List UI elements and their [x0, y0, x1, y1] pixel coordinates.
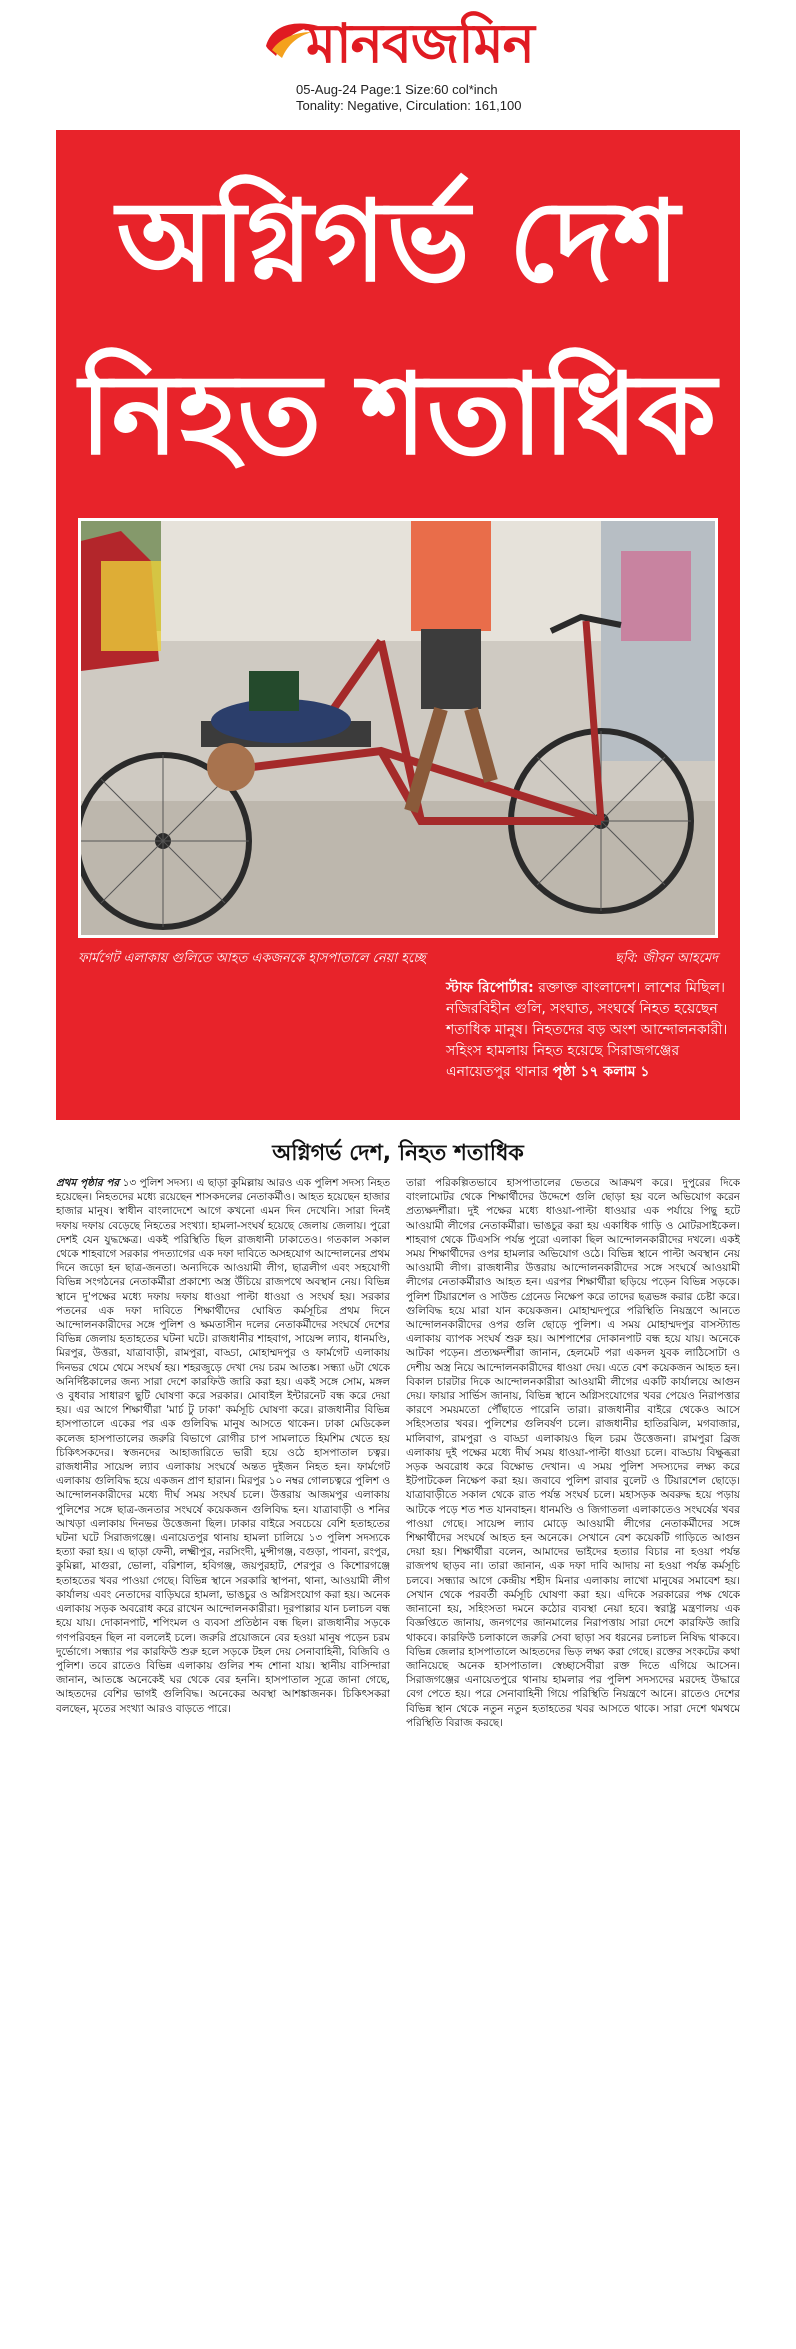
meta-line-page-size: 05-Aug-24 Page:1 Size:60 col*inch [296, 82, 498, 97]
continued-on-page: পৃষ্ঠা ১৭ কলাম ১ [552, 1064, 650, 1080]
column-1-text: ১৩ পুলিশ সদস্য। এ ছাড়া কুমিল্লায় আরও এক পুলিশ সদস্য নিহত হয়েছেন। নিহতদের মধ্যে রয়েছেন শাসকদলের নেতাকর্মীও। আহত হয়েছেন হাজার হাজার মানুষ। স্বাধীন বাংলাদেশে আগে কখনো এমন দিন দেখেনি। সারা দিনই দফায় দফায় বেড়েছে নিহতের সংখ্যা। হামলা-সংঘর্ষ হয়েছে জেলায় জেলায়। পুরো দেশই যেন যুদ্ধক্ষেত্র। একই পরিস্থিতি ছিল রাজধানী ঢাকাতেও। গতকাল সকাল থেকে শাহবাগে সরকার পদত্যাগের এক দফা দাবিতে অসহযোগ আন্দোলনের প্রথম দিনে জড়ো হন ছাত্র-জনতা। অন্যদিকে আওয়ামী লীগ, ছাত্রলীগ এবং সহযোগী বিভিন্ন সংগঠনের নেতাকর্মীরা প্রকাশ্যে অস্ত্র উঁচিয়ে রাজপথে অবস্থান নেয়। বিভিন্ন স্থানে দু'পক্ষের মধ্যে দফায় দফায় ধাওয়া পাল্টা ধাওয়া ও সংঘর্ষ হয়। সরকার পতনের এক দফা দাবিতে শিক্ষার্থীদের ঘোষিত কর্মসূচির প্রথম দিনে আন্দোলনকারীদের সঙ্গে পুলিশ ও ক্ষমতাসীন দলের নেতাকর্মীদের সংঘর্ষে দেশের বিভিন্ন জেলায় হতাহতের ঘটনা ঘটে। রাজধানীর শাহবাগ, সায়েন্স ল্যাব, ধানমণ্ডি, মিরপুর, উত্তরা, যাত্রাবাড়ী, রামপুরা, বাড্ডা, মোহাম্মদপুর ও ফার্মগেট এলাকায় দিনভর থেমে থেমে সংঘর্ষ হয়। শহরজুড়ে দেখা দেয় চরম আতঙ্ক। সন্ধ্যা ৬টা থেকে অনির্দিষ্টকালের জন্য সারা দেশে কারফিউ জারি করা হয়। একই সঙ্গে সোম, মঙ্গল ও বুধবার সাধারণ ছুটি ঘোষণা করে সরকার। মোবাইল ইন্টারনেট বন্ধ করে দেয়া হয়। এর আগে শিক্ষার্থীরা 'মার্চ টু ঢাকা' কর্মসূচি ঘোষণা করে। রাজধানীর বিভিন্ন হাসপাতালে একের পর এক গুলিবিদ্ধ মানুষ আসতে থাকেন। ঢাকা মেডিকেল কলেজ হাসপাতালের জরুরি বিভাগে রোগীর চাপ সামলাতে হিমশিম খেতে হয় চিকিৎসকদের। স্বজনদের আহাজারিতে ভারী হয়ে ওঠে হাসপাতাল চত্বর। রাজধানীর সায়েন্স ল্যাব এলাকায় সংঘর্ষে অন্তত দুইজন নিহত হন। ফার্মগেট এলাকায় গুলিবিদ্ধ হয়ে একজন প্রাণ হারান। মিরপুর ১০ নম্বর গোলচত্বরে পুলিশ ও আন্দোলনকারীদের মধ্যে দীর্ঘ সময় সংঘর্ষ চলে। উত্তরায় আজমপুর এলাকায় পুলিশের সঙ্গে ছাত্র-জনতার সংঘর্ষে কয়েকজন গুলিবিদ্ধ হন। যাত্রাবাড়ী ও শনির আখড়া এলাকায় দিনভর উত্তেজনা ছিল। ঢাকার বাইরে সবচেয়ে বেশি হতাহতের ঘটনা ঘটে সিরাজগঞ্জে। এনায়েতপুর থানায় হামলা চালিয়ে ১৩ পুলিশ সদস্যকে হত্যা করা হয়। এ ছাড়া ফেনী, লক্ষ্মীপুর, নরসিংদী, মুন্সীগঞ্জ, বগুড়া, পাবনা, রংপুর, কুমিল্লা, মাগুরা, ভোলা, বরিশাল, হবিগঞ্জ, জয়পুরহাট, শেরপুর ও কিশোরগঞ্জে হতাহতের খবর পাওয়া গেছে। বিভিন্ন স্থানে সরকারি স্থাপনা, থানা, আওয়ামী লীগ কার্যালয় এবং নেতাদের বাড়িঘরে হামলা, ভাঙচুর ও অগ্নিসংযোগ করা হয়। অনেক এলাকায় সড়ক অবরোধ করে রাখেন আন্দোলনকারীরা। দূরপাল্লার যান চলাচল বন্ধ হয়ে যায়। দোকানপাট, শপিংমল ও ব্যবসা প্রতিষ্ঠান বন্ধ ছিল। রাজধানীর সড়কে গণপরিবহন ছিল না বললেই চলে। জরুরি প্রয়োজনে বের হওয়া মানুষ পড়েন চরম দুর্ভোগে। সন্ধ্যার পর কারফিউ শুরু হলে সড়কে টহল দেয় সেনাবাহিনী, বিজিবি ও পুলিশ। তবে রাতেও বিভিন্ন এলাকায় গুলির শব্দ শোনা যায়। স্থানীয় বাসিন্দারা জানান, আতঙ্কে অনেকেই ঘর থেকে বের হননি। হাসপাতাল সূত্রে জানা গেছে, আহতদের বেশির ভাগই গুলিবিদ্ধ। অনেকের অবস্থা আশঙ্কাজনক। চিকিৎসকরা বলছেন, মৃতের সংখ্যা আরও বাড়তে পারে। [56, 1177, 390, 1715]
front-page-panel [56, 130, 740, 1120]
article-headline: অগ্নিগর্ভ দেশ, নিহত শতাধিক [272, 1141, 524, 1166]
front-lead-story [446, 978, 736, 1083]
photo-credit: ছবি: জীবন আহমেদ [614, 951, 718, 966]
column-2-text: তারা পরিকল্পিতভাবে হাসপাতালের ভেতরে আক্রমণ করে। দুপুরের দিকে বাংলামোটর থেকে শিক্ষার্থীদের উদ্দেশে গুলি ছোড়া হয় বলে অভিযোগ করেন প্রত্যক্ষদর্শীরা। দুই পক্ষের মধ্যে ধাওয়া-পাল্টা ধাওয়ার এক পর্যায়ে পিছু হটে আওয়ামী লীগের নেতাকর্মীরা। ভাঙচুর করা হয় একাধিক গাড়ি ও মোটরসাইকেল। শাহবাগ থেকে টিএসসি পর্যন্ত পুরো এলাকা ছিল আন্দোলনকারীদের দখলে। একই সময় শিক্ষার্থীদের ওপর হামলার অভিযোগ ওঠে। বিভিন্ন স্থানে পাল্টা অবস্থান নেয় আওয়ামী লীগ। রাজধানীর উত্তরায় আন্দোলনকারীদের সঙ্গে সংঘর্ষে আওয়ামী লীগের নেতাকর্মীরাও আহত হন। এরপর শিক্ষার্থীরা ছড়িয়ে পড়েন বিভিন্ন সড়কে। পুলিশ টিয়ারশেল ও সাউন্ড গ্রেনেড নিক্ষেপ করে তাদের ছত্রভঙ্গ করার চেষ্টা করে। গুলিবিদ্ধ হয়ে মারা যান কয়েকজন। মোহাম্মদপুরে পরিস্থিতি নিয়ন্ত্রণে আনতে আন্দোলনকারীদের ওপর গুলি ছোড়ে পুলিশ। এ সময় মোহাম্মদপুর বাসস্ট্যান্ড এলাকায় ব্যাপক সংঘর্ষ শুরু হয়। আশপাশের দোকানপাট বন্ধ হয়ে যায়। অনেকে আটকা পড়েন। প্রত্যক্ষদর্শীরা জানান, হেলমেট পরা একদল যুবক লাঠিসোটা ও দেশীয় অস্ত্র নিয়ে আন্দোলনকারীদের ধাওয়া দেয়। এতে বেশ কয়েকজন আহত হন। বিকাল চারটার দিকে আন্দোলনকারীরা আওয়ামী লীগের একটি কার্যালয়ে আগুন দেয়। ফায়ার সার্ভিস জানায়, বিভিন্ন স্থানে অগ্নিসংযোগের খবর পেয়েও নিরাপত্তার কারণে সময়মতো পৌঁছাতে পারেনি তারা। রাজধানীর বাইরে থেকেও আসে সহিংসতার খবর। পুলিশের গুলিবর্ষণ চলে। রাজধানীর হাতিরঝিল, মগবাজার, মালিবাগ, রামপুরা ও বাড্ডা এলাকায়ও ছিল চরম উত্তেজনা। রামপুরা ব্রিজ এলাকায় দুই পক্ষের মধ্যে দীর্ঘ সময় ধাওয়া-পাল্টা ধাওয়া চলে। বাড্ডায় বিক্ষুব্ধরা সড়ক অবরোধ করে বিক্ষোভ দেখান। এ সময় পুলিশ সদস্যদের লক্ষ্য করে ইটপাটকেল নিক্ষেপ করা হয়। জবাবে পুলিশ রাবার বুলেট ও টিয়ারশেল ছোড়ে। যাত্রাবাড়ীতে সকাল থেকে রাত পর্যন্ত সংঘর্ষ চলে। মহাসড়ক অবরুদ্ধ হয়ে পড়ায় আটকে পড়ে শত শত যানবাহন। ধানমণ্ডি ও জিগাতলা এলাকাতেও সংঘর্ষের খবর পাওয়া গেছে। সায়েন্স ল্যাব মোড়ে আওয়ামী লীগের নেতাকর্মীদের সঙ্গে শিক্ষার্থীদের সংঘর্ষে আহত হন অনেকে। সেখানে বেশ কয়েকটি গাড়িতে আগুন দেয়া হয়। শিক্ষার্থীরা বলেন, আমাদের ভাইদের হত্যার বিচার না হওয়া পর্যন্ত রাজপথ ছাড়ব না। তারা জানান, এক দফা দাবি আদায় না হওয়া পর্যন্ত কর্মসূচি চলবে। সন্ধ্যার আগে কেন্দ্রীয় শহীদ মিনার এলাকায় লাখো মানুষের সমাবেশ হয়। সেখান থেকে পরবর্তী কর্মসূচি ঘোষণা করা হয়। এদিকে সরকারের পক্ষ থেকে জানানো হয়, সহিংসতা দমনে কঠোর ব্যবস্থা নেয়া হবে। স্বরাষ্ট্র মন্ত্রণালয় এক বিজ্ঞপ্তিতে জানায়, জনগণের জানমালের নিরাপত্তায় সারা দেশে কারফিউ জারি থাকবে। কারফিউ চলাকালে জরুরি সেবা ছাড়া সব ধরনের চলাচল নিষিদ্ধ থাকবে। বিভিন্ন জেলার হাসপাতালে আহতদের ভিড় লক্ষ্য করা গেছে। রক্তের সংকটের কথা জানিয়েছে অনেক হাসপাতাল। স্বেচ্ছাসেবীরা রক্ত দিতে এগিয়ে আসেন। সিরাজগঞ্জের এনায়েতপুরে থানায় হামলার পর পুলিশ সদস্যদের মরদেহ উদ্ধারে বেগ পেতে হয়। পরে সেনাবাহিনী গিয়ে পরিস্থিতি নিয়ন্ত্রণে আনে। রাতেও দেশের বিভিন্ন স্থান থেকে নতুন নতুন হতাহতের খবর আসতে থাকে। সারা দেশে থমথমে পরিস্থিতি বিরাজ করছে। [406, 1177, 740, 1729]
rickshaw-photo-illustration [81, 521, 715, 935]
lead-text: রক্তাক্ত বাংলাদেশ। লাশের মিছিল। নজিরবিহীন গুলি, সংঘাত, সংঘর্ষে নিহত হয়েছেন শতাধিক মানুষ। নিহতদের বড় অংশ আন্দোলনকারী। সহিংস হামলায় নিহত হয়েছে সিরাজগঞ্জের এনায়েতপুর থানার [446, 980, 728, 1080]
meta-line-tonality: Tonality: Negative, Circulation: 161,100 [296, 98, 522, 113]
lead-byline: স্টাফ রিপোর্টার: [446, 980, 534, 996]
article-column-2 [406, 1176, 740, 2326]
continuation-article [56, 1132, 740, 2342]
news-photo [78, 518, 718, 938]
clipping-meta [296, 82, 521, 114]
masthead [0, 0, 796, 128]
logo-text: মানবজমিন [306, 11, 534, 75]
headline-line-2: নিহত শতাধিক [79, 350, 717, 480]
continued-from-label: প্রথম পৃষ্ঠার পর [56, 1177, 120, 1189]
headline-line-1: অগ্নিগর্ভ দেশ [116, 177, 680, 307]
photo-caption: ফার্মগেট এলাকায় গুলিতে আহত একজনকে হাসপাতালে নেয়া হচ্ছে [78, 951, 426, 966]
newspaper-logo [262, 10, 542, 80]
article-columns [56, 1176, 740, 2326]
article-column-1 [56, 1176, 390, 2326]
